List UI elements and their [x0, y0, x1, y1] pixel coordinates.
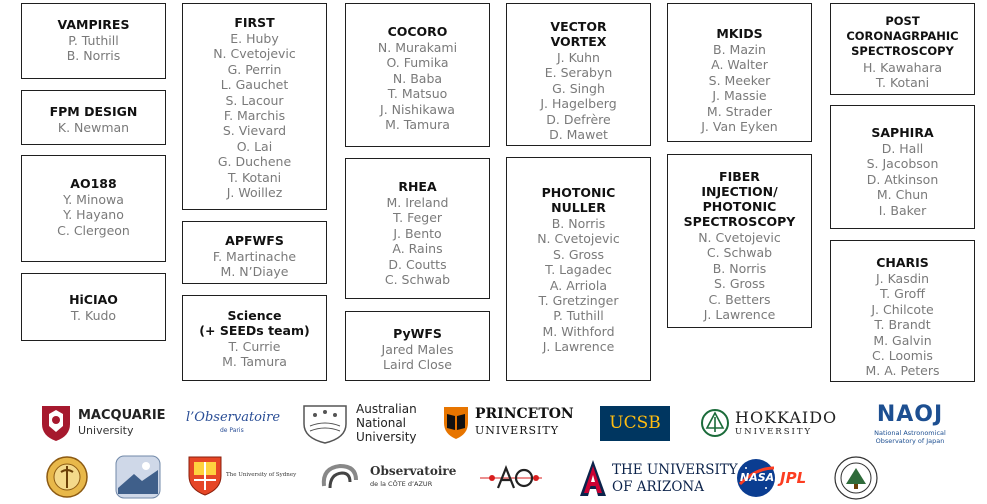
hokkaido-emblem-icon — [700, 408, 730, 438]
ucsb-name: UCSB — [609, 413, 661, 433]
team-box-pywfs — [345, 311, 490, 381]
team-member: M. Tamura — [222, 354, 287, 370]
team-member: N. Cvetojevic — [537, 231, 620, 247]
team-box-apfwfs — [182, 221, 327, 284]
team-member: G. Perrin — [227, 61, 282, 77]
team-title: VECTOR VORTEX — [550, 19, 607, 49]
team-box-vampires — [21, 3, 166, 79]
team-member: T. Brandt — [874, 317, 931, 333]
macquarie-logo — [40, 404, 166, 444]
university-seal-icon — [834, 456, 878, 500]
team-title: FIBER INJECTION/ PHOTONIC SPECTROSCOPY — [683, 169, 796, 229]
team-title: APFWFS — [225, 233, 284, 248]
observatoire-paris-logo — [186, 406, 281, 440]
team-member: S. Lacour — [225, 92, 284, 108]
cote-azur-swirl-icon — [318, 460, 362, 496]
team-title: SAPHIRA — [871, 125, 934, 140]
cote-azur-name: Observatoire — [370, 464, 457, 478]
macquarie-sub: University — [78, 424, 134, 437]
princeton-shield-icon — [443, 406, 469, 440]
princeton-sub: UNIVERSITY — [475, 424, 559, 437]
team-box-charis — [830, 240, 975, 382]
university-seal-logo — [834, 456, 878, 500]
team-member: Y. Minowa — [63, 192, 124, 207]
team-title: CHARIS — [876, 255, 929, 270]
team-box-cocoro — [345, 3, 490, 147]
team-member: I. Baker — [878, 202, 927, 218]
arizona-line-2: OF ARIZONA — [612, 479, 704, 495]
team-member: E. Serabyn — [544, 65, 613, 81]
observatoire-paris-name: l’Observatoire — [186, 410, 281, 425]
team-member: D. Atkinson — [866, 171, 939, 187]
team-member: C. Clergeon — [57, 222, 130, 238]
team-member: J. Hagelberg — [540, 96, 617, 112]
team-member: J. Bento — [393, 225, 442, 241]
team-member: O. Lai — [236, 138, 273, 154]
team-member: D. Coutts — [388, 256, 447, 272]
team-member: P. Tuthill — [68, 33, 119, 48]
caltech-seal-icon — [46, 456, 88, 498]
team-member: N. Baba — [392, 70, 443, 86]
team-title: Science (+ SEEDs team) — [199, 308, 310, 338]
ao-lab-icon — [478, 464, 544, 492]
team-member: M. Tamura — [385, 117, 450, 133]
cote-azur-sub: de la CÔTE d’AZUR — [370, 480, 433, 488]
team-member: M. N’Diaye — [220, 264, 289, 280]
team-member: J. Woillez — [226, 185, 283, 201]
team-member: F. Martinache — [212, 249, 297, 264]
sydney-name: The University of Sydney — [226, 472, 297, 478]
team-member: A. Rains — [392, 241, 443, 257]
team-member: T. Lagadec — [545, 262, 612, 278]
team-member: T. Groff — [880, 286, 925, 302]
team-member: N. Cvetojevic — [698, 230, 781, 245]
team-member: M. A. Peters — [865, 363, 940, 379]
team-member: J. Chilcote — [871, 301, 934, 317]
ucsb-logo — [600, 406, 670, 441]
team-title: RHEA — [398, 179, 437, 194]
team-title: VAMPIRES — [57, 17, 130, 32]
team-member: B. Norris — [551, 216, 606, 231]
team-box-vector-vortex — [506, 3, 651, 146]
nasa-name: NASA — [740, 471, 775, 484]
team-member: S. Gross — [552, 246, 605, 262]
team-member: T. Kotani — [227, 169, 282, 185]
team-member: J. Nishikawa — [380, 101, 455, 117]
observatoire-paris-sub: de Paris — [220, 427, 244, 434]
naoj-name: NAOJ — [876, 402, 944, 427]
jpl-name: JPL — [780, 469, 807, 487]
naoj-sub-2: Observatory of Japan — [875, 437, 945, 445]
team-member: S. Gross — [713, 276, 766, 292]
team-member: M. Strader — [706, 103, 773, 119]
team-member: Jared Males — [381, 342, 454, 357]
anu-line-3: University — [356, 430, 417, 444]
team-title: FPM DESIGN — [49, 104, 138, 119]
team-box-photonic-nuller — [506, 157, 651, 381]
team-member: J. Lawrence — [703, 307, 776, 323]
team-member: T. Currie — [228, 339, 281, 354]
team-member: T. Matsuo — [387, 86, 448, 102]
naoj-logo — [860, 404, 960, 446]
hokkaido-sub: UNIVERSITY — [735, 427, 813, 437]
team-member: S. Meeker — [708, 72, 771, 88]
team-title: MKIDS — [716, 26, 763, 41]
team-member: C. Schwab — [384, 272, 451, 288]
team-member: G. Singh — [552, 80, 605, 96]
team-member: B. Norris — [66, 48, 121, 64]
team-member: C. Schwab — [706, 245, 773, 261]
team-member: S. Jacobson — [866, 156, 939, 172]
team-member: N. Cvetojevic — [213, 46, 296, 62]
sydney-crest-icon — [188, 456, 222, 496]
team-member: T. Gretzinger — [538, 293, 619, 309]
macquarie-crest-icon — [40, 404, 72, 442]
team-member: E. Huby — [230, 31, 279, 46]
team-member: A. Walter — [711, 57, 768, 73]
nasa-jpl-logo — [736, 458, 822, 500]
team-box-saphira — [830, 105, 975, 229]
team-member: D. Defrère — [546, 111, 611, 127]
team-member: G. Duchene — [217, 154, 292, 170]
caltech-seal-logo — [46, 456, 88, 498]
team-member: J. Massie — [712, 88, 767, 104]
princeton-name: PRINCETON — [475, 406, 574, 422]
team-member: J. Van Eyken — [701, 119, 778, 135]
team-member: M. Withford — [542, 323, 615, 339]
mauna-kea-logo — [114, 454, 162, 500]
team-title: FIRST — [234, 15, 275, 30]
team-member: B. Mazin — [713, 42, 766, 57]
team-member: P. Tuthill — [553, 308, 604, 324]
team-member: T. Kotani — [875, 75, 930, 91]
hokkaido-logo — [700, 406, 840, 440]
team-member: C. Betters — [708, 291, 771, 307]
team-member: C. Loomis — [872, 348, 933, 364]
team-member: J. Lawrence — [542, 339, 615, 355]
team-member: T. Kudo — [70, 308, 117, 323]
team-member: B. Norris — [712, 260, 767, 276]
team-member: L. Gauchet — [220, 77, 289, 93]
arizona-line-1: THE UNIVERSITY — [612, 462, 738, 478]
team-box-fiber-injection — [667, 154, 812, 328]
team-member: M. Chun — [876, 187, 929, 203]
anu-crest-icon — [300, 402, 350, 444]
team-member: O. Fumika — [386, 55, 449, 71]
team-box-fpm-design — [21, 90, 166, 145]
team-title: POST CORONAGRPAHIC SPECTROSCOPY — [846, 14, 959, 58]
team-member: K. Newman — [57, 120, 130, 135]
team-member: F. Marchis — [223, 108, 286, 124]
team-box-post-coronagraphic — [830, 3, 975, 95]
team-title: PyWFS — [393, 326, 442, 341]
team-box-ao188 — [21, 155, 166, 262]
naoj-sub-1: National Astronomical — [874, 429, 946, 437]
team-member: D. Hall — [881, 141, 924, 156]
team-box-first — [182, 3, 327, 210]
team-member: J. Kasdin — [875, 271, 930, 286]
team-title: COCORO — [387, 24, 448, 39]
team-member: M. Galvin — [873, 332, 932, 348]
team-member: S. Vievard — [222, 123, 287, 139]
anu-logo — [300, 400, 425, 446]
hokkaido-name: HOKKAIDO — [735, 408, 838, 427]
team-box-mkids — [667, 3, 812, 142]
macquarie-name: MACQUARIE — [78, 408, 166, 423]
princeton-logo — [443, 404, 573, 442]
team-box-hiciao — [21, 273, 166, 341]
team-member: J. Kuhn — [557, 50, 600, 65]
team-member: T. Feger — [392, 210, 443, 226]
team-title: AO188 — [70, 176, 117, 191]
cote-azur-logo — [318, 460, 457, 496]
arizona-logo — [578, 458, 738, 500]
team-box-science — [182, 295, 327, 381]
team-title: PHOTONIC NULLER — [541, 185, 616, 215]
ao-lab-logo — [478, 464, 544, 492]
sydney-logo — [188, 456, 298, 498]
team-member: D. Mawet — [549, 127, 608, 143]
team-member: Y. Hayano — [63, 207, 124, 223]
team-title: HiCIAO — [69, 292, 118, 307]
team-member: M. Ireland — [386, 195, 449, 210]
anu-line-2: National — [356, 416, 407, 430]
arizona-a-icon — [578, 458, 608, 498]
mauna-kea-emblem-icon — [114, 454, 162, 500]
team-box-rhea — [345, 158, 490, 299]
team-member: Laird Close — [383, 357, 452, 373]
anu-line-1: Australian — [356, 402, 417, 416]
team-member: A. Arriola — [549, 277, 608, 293]
team-member: H. Kawahara — [862, 60, 943, 75]
team-member: N. Murakami — [377, 40, 458, 55]
